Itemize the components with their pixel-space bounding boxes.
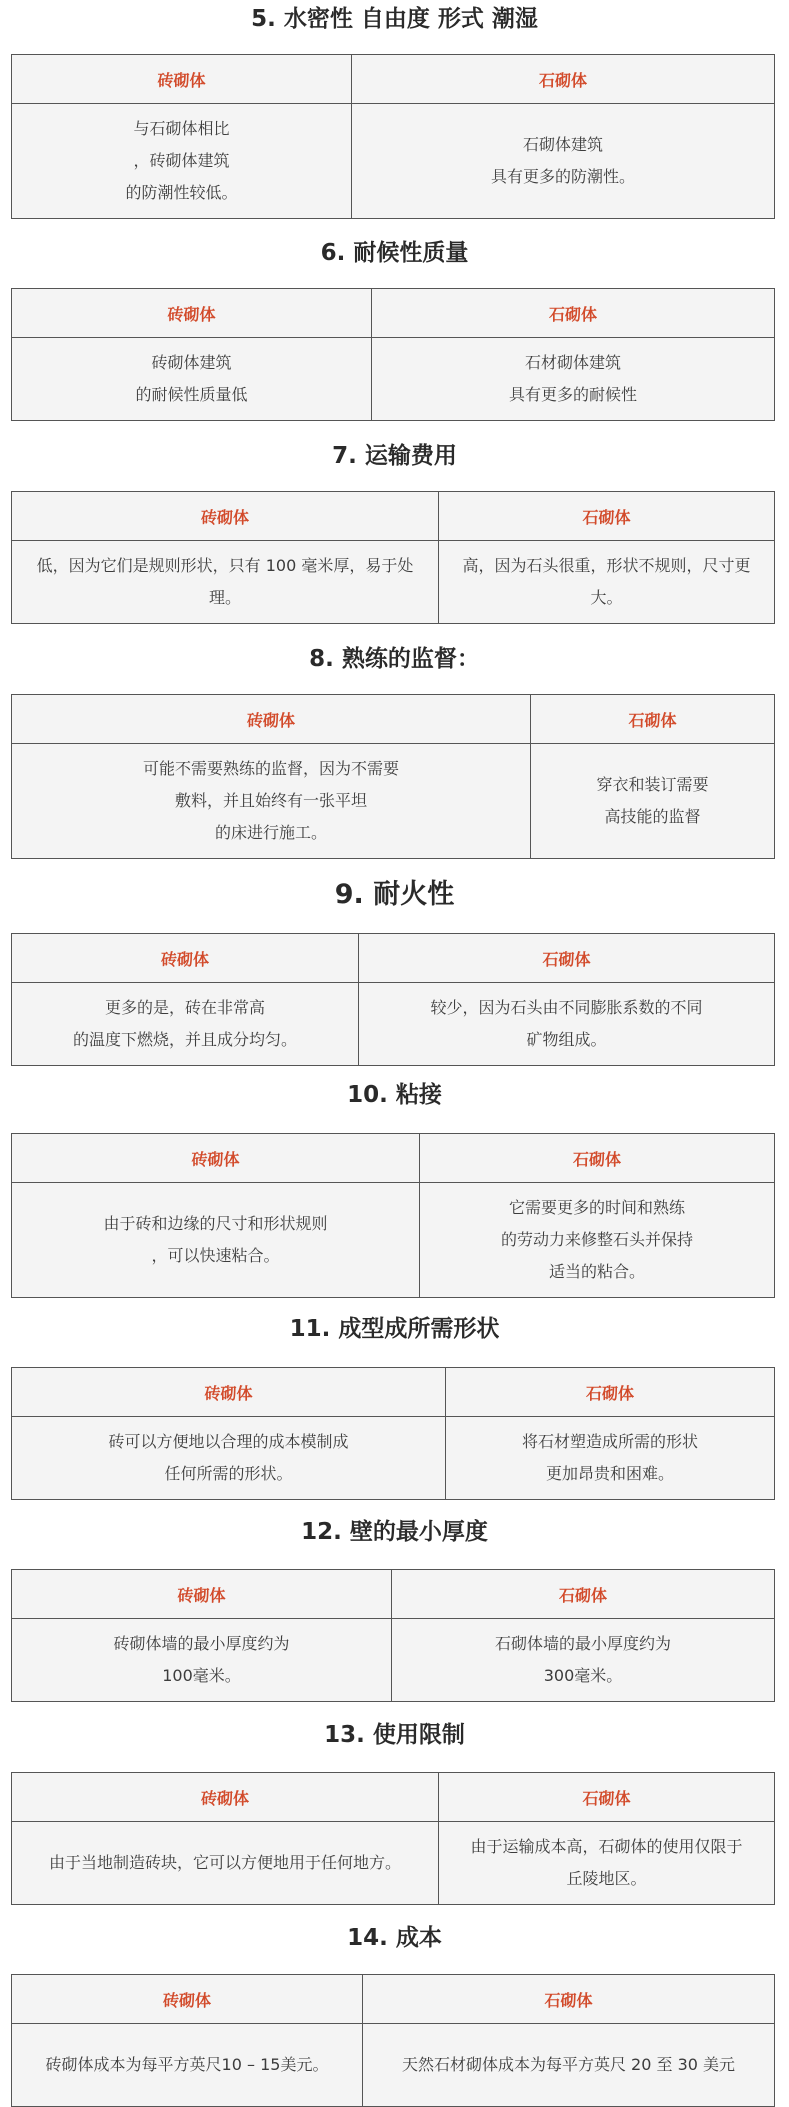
comparison-table xyxy=(11,1974,775,2107)
cell-text-line: 的劳动力来修整石头并保持 xyxy=(500,1230,693,1249)
table-row xyxy=(12,338,775,421)
brick-masonry-header: 砖砌体 xyxy=(12,1368,446,1417)
brick-masonry-cell xyxy=(12,104,352,219)
brick-masonry-cell xyxy=(12,1417,446,1500)
section-heading: 7. 运输费用 xyxy=(332,443,457,469)
stone-masonry-cell xyxy=(439,541,775,624)
stone-masonry-cell xyxy=(363,2024,775,2107)
brick-masonry-cell xyxy=(12,1619,392,1702)
cell-text-line: 任何所需的形状。 xyxy=(164,1464,293,1483)
section-heading: 14. 成本 xyxy=(347,1925,442,1951)
stone-masonry-header: 石砌体 xyxy=(372,289,775,338)
table-header-row xyxy=(12,1773,775,1822)
brick-masonry-header: 砖砌体 xyxy=(12,1773,439,1822)
brick-masonry-cell xyxy=(12,744,531,859)
stone-masonry-header: 石砌体 xyxy=(359,934,775,983)
cell-text-line: 石材砌体建筑 xyxy=(524,353,621,372)
cell-text-line: ，可以快速粘合。 xyxy=(151,1246,280,1265)
stone-masonry-header: 石砌体 xyxy=(439,1773,775,1822)
comparison-table xyxy=(11,1133,775,1298)
cell-text-line: 100毫米。 xyxy=(162,1666,241,1685)
comparison-table xyxy=(11,1367,775,1500)
table-header-row xyxy=(12,289,775,338)
brick-masonry-header: 砖砌体 xyxy=(12,289,372,338)
stone-masonry-header: 石砌体 xyxy=(439,492,775,541)
cell-text-line: 砖砌体建筑 xyxy=(151,353,232,372)
brick-masonry-cell xyxy=(12,2024,363,2107)
cell-text-line: 的耐候性质量低 xyxy=(135,385,248,404)
brick-masonry-cell xyxy=(12,1822,439,1905)
section-heading: 9. 耐火性 xyxy=(334,879,455,910)
table-row xyxy=(12,541,775,624)
comparison-table xyxy=(11,54,775,219)
section-heading: 11. 成型成所需形状 xyxy=(289,1316,500,1342)
brick-masonry-cell xyxy=(12,983,359,1066)
cell-text-line: 的温度下燃烧，并且成分均匀。 xyxy=(72,1030,297,1049)
cell-text-line: 适当的粘合。 xyxy=(548,1262,645,1281)
table-row xyxy=(12,1183,775,1298)
stone-masonry-header: 石砌体 xyxy=(420,1134,775,1183)
stone-masonry-cell xyxy=(359,983,775,1066)
table-row xyxy=(12,1417,775,1500)
table-header-row xyxy=(12,492,775,541)
cell-text-line: 低，因为它们是规则形状，只有 100 毫米厚，易于处 xyxy=(36,556,414,575)
section-heading: 6. 耐候性质量 xyxy=(320,240,469,266)
brick-masonry-header: 砖砌体 xyxy=(12,1570,392,1619)
brick-masonry-header: 砖砌体 xyxy=(12,695,531,744)
stone-masonry-cell xyxy=(439,1822,775,1905)
brick-masonry-cell xyxy=(12,338,372,421)
cell-text-line: 的床进行施工。 xyxy=(214,823,327,842)
cell-text-line: 具有更多的耐候性 xyxy=(508,385,637,404)
stone-masonry-header: 石砌体 xyxy=(363,1975,775,2024)
stone-masonry-cell xyxy=(420,1183,775,1298)
comparison-table xyxy=(11,694,775,859)
table-row xyxy=(12,983,775,1066)
section-heading: 8. 熟练的监督： xyxy=(309,646,480,672)
brick-masonry-cell xyxy=(12,541,439,624)
stone-masonry-header: 石砌体 xyxy=(352,55,775,104)
cell-text-line: 更加昂贵和困难。 xyxy=(545,1464,674,1483)
stone-masonry-cell xyxy=(531,744,775,859)
brick-masonry-header: 砖砌体 xyxy=(12,55,352,104)
stone-masonry-header: 石砌体 xyxy=(392,1570,775,1619)
stone-masonry-header: 石砌体 xyxy=(531,695,775,744)
section-heading: 10. 粘接 xyxy=(347,1082,442,1108)
cell-text-line: 具有更多的防潮性。 xyxy=(490,167,635,186)
cell-text-line: 较少，因为石头由不同膨胀系数的不同 xyxy=(430,998,703,1017)
cell-text-line: 高，因为石头很重，形状不规则，尺寸更 xyxy=(462,556,751,575)
cell-text-line: 矿物组成。 xyxy=(526,1030,607,1049)
cell-text-line: 的防潮性较低。 xyxy=(125,183,238,202)
table-header-row xyxy=(12,695,775,744)
comparison-table xyxy=(11,491,775,624)
cell-text-line: 天然石材砌体成本为每平方英尺 20 至 30 美元 xyxy=(401,2055,736,2074)
table-header-row xyxy=(12,1570,775,1619)
cell-text-line: 石砌体建筑 xyxy=(522,135,603,154)
cell-text-line: 它需要更多的时间和熟练 xyxy=(508,1198,685,1217)
table-header-row xyxy=(12,55,775,104)
brick-masonry-cell xyxy=(12,1183,420,1298)
cell-text-line: 将石材塑造成所需的形状 xyxy=(521,1432,698,1451)
table-row xyxy=(12,104,775,219)
cell-text-line: 砖砌体墙的最小厚度约为 xyxy=(113,1634,290,1653)
cell-text-line: 更多的是，砖在非常高 xyxy=(104,998,265,1017)
cell-text-line: 穿衣和装订需要 xyxy=(596,775,709,794)
cell-text-line: 砖砌体成本为每平方英尺10 – 15美元。 xyxy=(45,2055,329,2074)
cell-text-line: 可能不需要熟练的监督，因为不需要 xyxy=(142,759,399,778)
table-row xyxy=(12,2024,775,2107)
cell-text-line: 敷料，并且始终有一张平坦 xyxy=(174,791,367,810)
section-heading: 12. 壁的最小厚度 xyxy=(301,1519,488,1545)
cell-text-line: 大。 xyxy=(590,588,623,607)
cell-text-line: 石砌体墙的最小厚度约为 xyxy=(494,1634,671,1653)
section-heading: 13. 使用限制 xyxy=(324,1722,465,1748)
table-header-row xyxy=(12,1134,775,1183)
cell-text-line: 与石砌体相比 xyxy=(133,119,230,138)
section-heading: 5. 水密性 自由度 形式 潮湿 xyxy=(251,6,538,32)
table-header-row xyxy=(12,1975,775,2024)
table-row xyxy=(12,1822,775,1905)
cell-text-line: 丘陵地区。 xyxy=(566,1869,647,1888)
stone-masonry-cell xyxy=(372,338,775,421)
stone-masonry-cell xyxy=(446,1417,775,1500)
cell-text-line: 300毫米。 xyxy=(543,1666,623,1685)
table-row xyxy=(12,1619,775,1702)
cell-text-line: 理。 xyxy=(208,588,241,607)
table-row xyxy=(12,744,775,859)
comparison-table xyxy=(11,1772,775,1905)
comparison-table xyxy=(11,1569,775,1702)
stone-masonry-cell xyxy=(392,1619,775,1702)
comparison-table xyxy=(11,933,775,1066)
cell-text-line: 高技能的监督 xyxy=(604,807,701,826)
table-header-row xyxy=(12,934,775,983)
stone-masonry-cell xyxy=(352,104,775,219)
comparison-table xyxy=(11,288,775,421)
cell-text-line: 由于当地制造砖块，它可以方便地用于任何地方。 xyxy=(48,1853,401,1872)
brick-masonry-header: 砖砌体 xyxy=(12,1975,363,2024)
brick-masonry-header: 砖砌体 xyxy=(12,1134,420,1183)
cell-text-line: ，砖砌体建筑 xyxy=(133,151,230,170)
brick-masonry-header: 砖砌体 xyxy=(12,934,359,983)
table-header-row xyxy=(12,1368,775,1417)
cell-text-line: 由于运输成本高，石砌体的使用仅限于 xyxy=(470,1837,743,1856)
brick-masonry-header: 砖砌体 xyxy=(12,492,439,541)
cell-text-line: 砖可以方便地以合理的成本模制成 xyxy=(108,1432,349,1451)
stone-masonry-header: 石砌体 xyxy=(446,1368,775,1417)
cell-text-line: 由于砖和边缘的尺寸和形状规则 xyxy=(103,1214,328,1233)
